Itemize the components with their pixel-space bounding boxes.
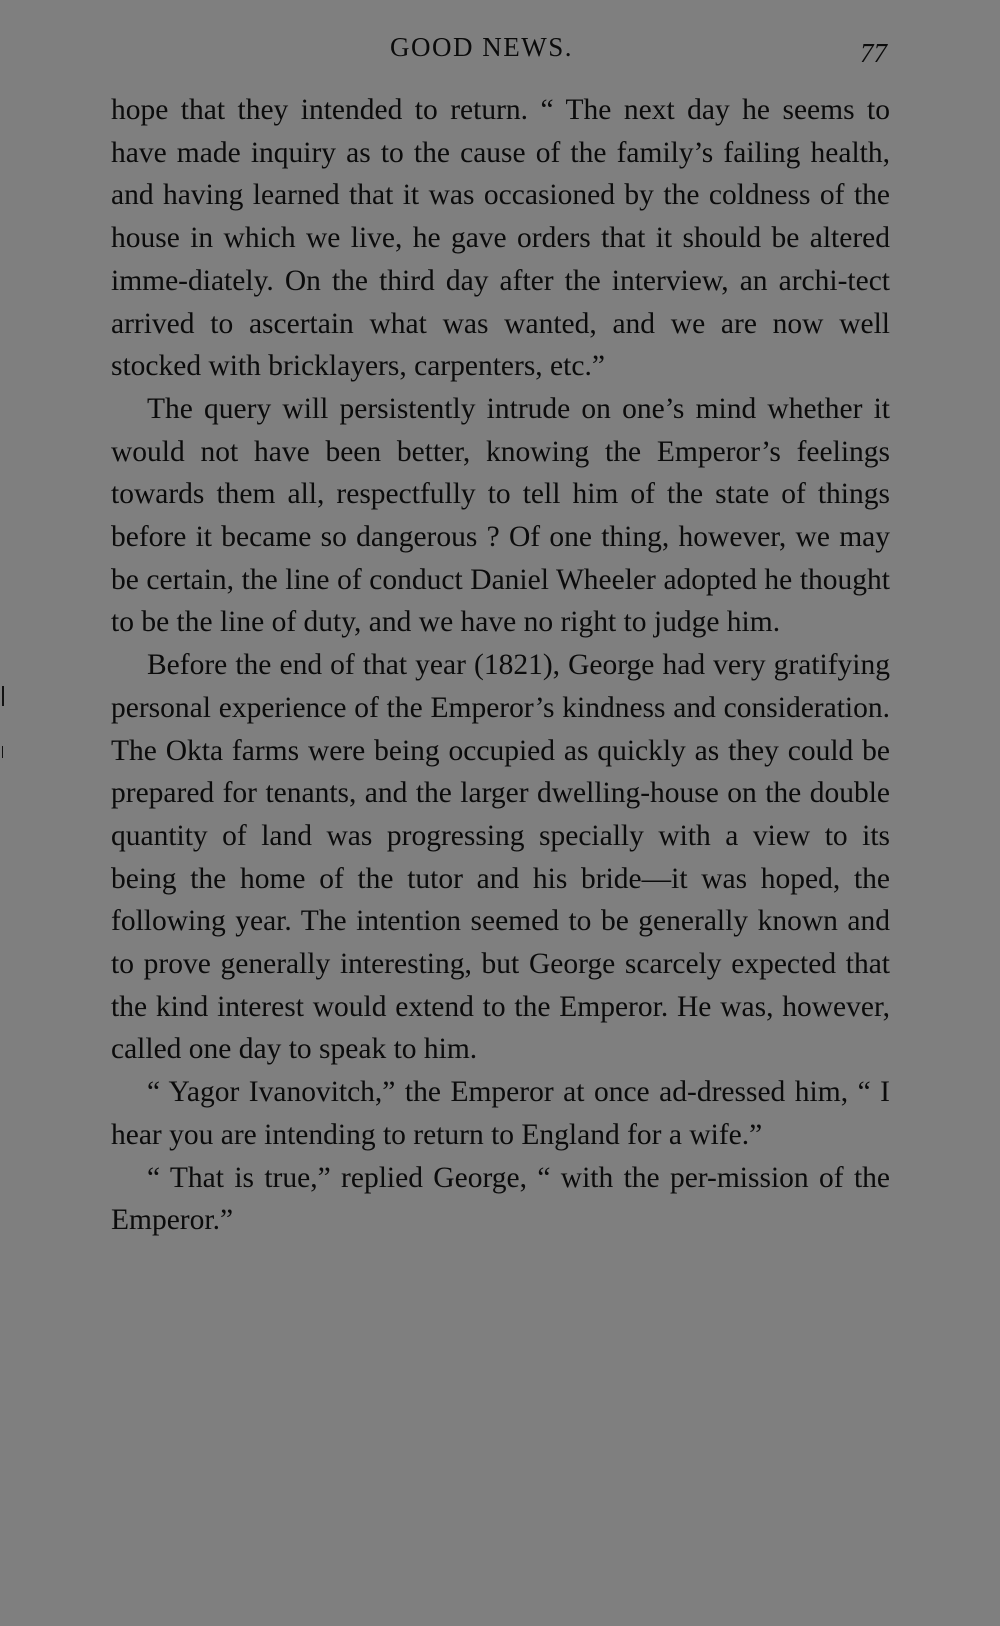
paragraph-2: The query will persistently intrude on one’s mind whether it would not have been better, knowing the Emperor’s feelings towards them all, respectfully to tell him of the state of things before it became so dangerous ? Of one thing, however, we may be certain, the line of conduct Daniel Wheeler adopted he thought to be the line of duty, and we have no right to judge him. — [111, 392, 890, 639]
paragraph-1: hope that they intended to return. “ The next day he seems to have made inquiry as to the cause of the family’s failing health, and having learned that it was occasioned by the coldness of the house in which we live, he gave orders that it should be altered imme-diately. On the third day after the interview, an archi-tect arrived to ascertain what was wanted, and we are now well stocked with bricklayers, carpenters, etc.” — [111, 94, 890, 383]
scan-margin-mark — [2, 746, 3, 758]
paragraph-5: “ That is true,” replied George, “ with the per-mission of the Emperor.” — [111, 1161, 890, 1237]
scan-margin-mark — [2, 686, 4, 706]
page-number: 77 — [860, 38, 887, 68]
paragraph-3: Before the end of that year (1821), George had very gratifying personal experience of the Emperor’s kindness and consideration. The Okta farms were being occupied as quickly as they could be prepared for tenants, and the larger dwelling-house on the double quantity of land was progressing specially with a view to its being the home of the tutor and his bride—it was hoped, the following year. The intention seemed to be generally known and to prove generally interesting, but George scarcely expected that the kind interest would extend to the Emperor. He was, however, called one day to speak to him. — [111, 649, 890, 1066]
paragraph-4: “ Yagor Ivanovitch,” the Emperor at once ad-dressed him, “ I hear you are intending to return to England for a wife.” — [111, 1076, 890, 1151]
running-head — [0, 30, 1000, 70]
running-head-title: GOOD NEWS. — [390, 32, 573, 62]
body-text — [111, 89, 890, 1242]
